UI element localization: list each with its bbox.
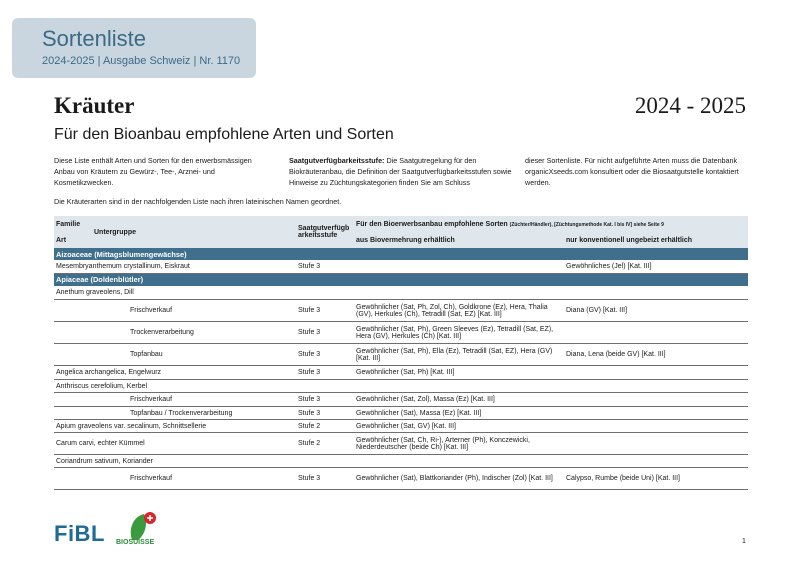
table-row: Mesembryanthemum crystallinum, Eiskraut Stufe 3 Gewöhnliches (Jel) [Kat. III] [54, 260, 748, 273]
col-untergruppe: Untergruppe [94, 228, 136, 236]
col-bio: aus Biovermehrung erhältlich [356, 236, 455, 244]
col-empfohlen: Für den Bioerwerbsanbau empfohlene Sorten (Züchter/Händler), [Züchtungsmethode Kat. I bis IV] siehe Seite 9 [356, 220, 664, 228]
table-row: Frischverkauf Stufe 3 Gewöhnlicher (Sat, Zol), Massa (Ez) [Kat. III] [54, 393, 748, 407]
table-row: Anthriscus cerefolium, Kerbel [54, 380, 748, 393]
table-header-row [54, 216, 748, 232]
col-stufe: Saatgutverfügbarkeitsstufe [298, 225, 350, 239]
doc-series-title: Sortenliste [42, 26, 146, 51]
table-row: Coriandrum sativum, Koriander [54, 455, 748, 468]
col-art: Art [56, 236, 67, 244]
intro-col-3: dieser Sortenliste. Für nicht aufgeführte Arten muss die Datenbank organicXseeds.com konsultiert oder die Biosaatgutstelle kontaktiert werden. [525, 156, 739, 187]
table-row: Anethum graveolens, Dill [54, 286, 748, 300]
sort-note: Die Kräuterarten sind in der nachfolgenden Liste nach ihren lateinischen Namen geordnet. [54, 197, 342, 206]
intro-col-2 [289, 155, 513, 188]
col-family: Familie [56, 220, 81, 228]
table-row: Topfanbau / Trockenverarbeitung Stufe 3 Gewöhnlicher (Sat), Massa (Ez) [Kat. III] [54, 407, 748, 420]
intro-bold: Saatgutverfügbarkeitsstufe: [289, 156, 385, 165]
intro-col-1: Diese Liste enthält Arten und Sorten für den erwerbsmässigen Anbau von Kräutern zu Gewürz-, Tee-, Arznei- und Kosmetikzwecken. [54, 156, 252, 187]
table-row: Frischverkauf Stufe 3 Gewöhnlicher (Sat, Ph, Zol, Ch), Goldkrone (Ez), Hera, Thalia (GV), Herkules (Ch), Tetradill (Sat, EZ) [Kat. III] Diana (GV) [Kat. III] [54, 300, 748, 322]
family-row: Apiaceae (Doldenblütler) [54, 273, 748, 286]
table-row: Frischverkauf Stufe 3 Gewöhnlicher (Sat), Blattkoriander (Ph), Indischer (Zol) [Kat. III] Calypso, Rumbe (beide Uni) [Kat. III] [54, 468, 748, 490]
varieties-table [54, 216, 748, 490]
page-number: 1 [742, 538, 746, 545]
table-row: Apium graveolens var. secalinum, Schnittsellerie Stufe 2 Gewöhnlicher (Sat, GV) [Kat. III] [54, 420, 748, 433]
family-row: Aizoaceae (Mittagsblumengewächse) [54, 248, 748, 260]
doc-series-subtitle: 2024-2025 | Ausgabe Schweiz | Nr. 1170 [42, 55, 241, 67]
page-subtitle: Für den Bioanbau empfohlene Arten und Sorten [54, 126, 394, 143]
table-row: Carum carvi, echter Kümmel Stufe 2 Gewöhnlicher (Sat, Ch, Ri-), Arterner (Ph), Konczewicki, Niederdeutscher (beide Ch) [Kat. III] [54, 433, 748, 455]
page-title: Kräuter [54, 93, 135, 118]
year-range: 2024 - 2025 [634, 93, 746, 118]
biosuisse-text: BIOSUISSE [116, 539, 155, 546]
table-row: Trockenverarbeitung Stufe 3 Gewöhnlicher (Sat, Ph), Green Sleeves (Ez), Tetradill (Sat, EZ), Hera (GV), Herkules (Ch) [Kat. III] [54, 322, 748, 344]
table-row: Topfanbau Stufe 3 Gewöhnlicher (Sat, Ph), Ella (Ez), Tetradill (Sat, EZ), Hera (GV) [Kat. III] Diana, Lena (beide GV) [Kat. III] [54, 344, 748, 366]
col-konv: nur konventionell ungebeizt erhältlich [566, 236, 693, 244]
intro-col-2-text: Die Saatgutregelung für den Biokräuteranbau, die Definition der Saatgutverfügbarkeitsstufen sowie Hinweise zu Züchtungskategorien finden Sie am Schluss [289, 156, 512, 187]
table-row: Angelica archangelica, Engelwurz Stufe 3 Gewöhnlicher (Sat, Ph) [Kat. III] [54, 366, 748, 380]
fibl-logo: FiBL [54, 521, 105, 546]
